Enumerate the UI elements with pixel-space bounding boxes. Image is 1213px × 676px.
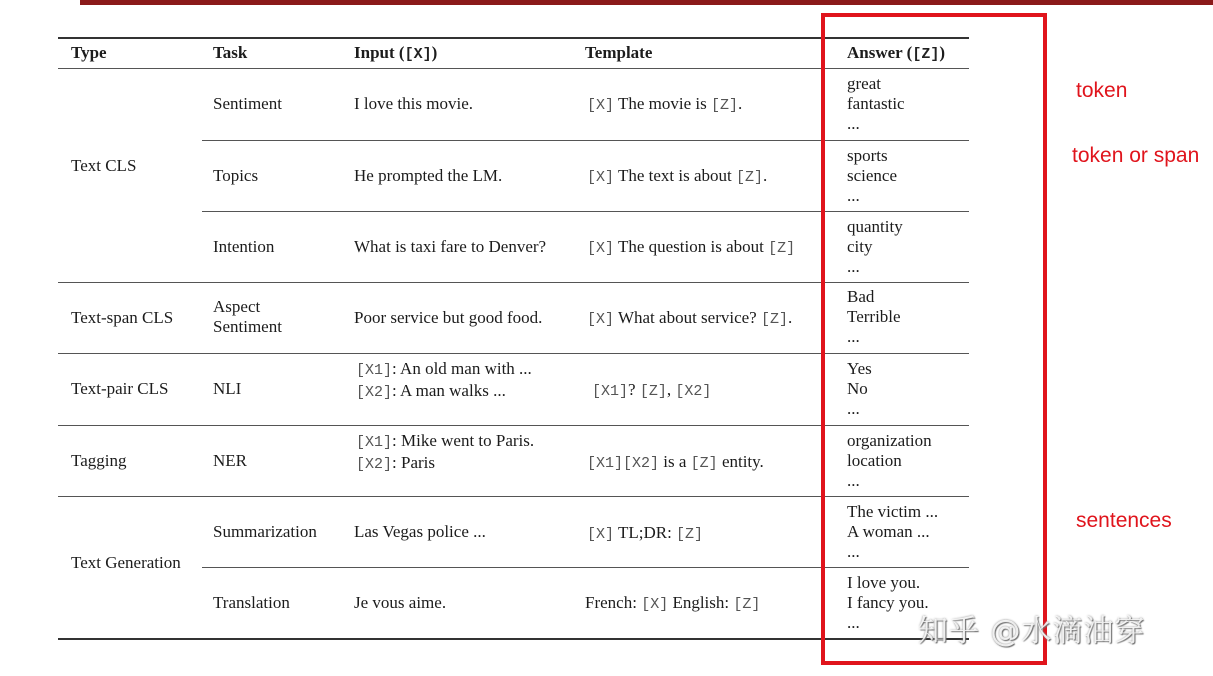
task-topics: Topics [213, 166, 259, 185]
header-answer: Answer ([Z]) [847, 43, 946, 63]
input-intention: What is taxi fare to Denver? [354, 237, 547, 256]
input-topics: He prompted the LM. [354, 166, 503, 185]
template-sentiment: [X] The movie is [Z]. [587, 94, 743, 114]
answer-aspect-sentiment: Bad Terrible ... [847, 287, 901, 346]
type-tagging: Tagging [71, 451, 127, 470]
input-ner: [X1]: Mike went to Paris. [X2]: Paris [356, 431, 535, 473]
template-aspect-sentiment: [X] What about service? [Z]. [587, 308, 793, 328]
answer-summarization: The victim ... A woman ... ... [847, 502, 939, 561]
header-type: Type [71, 43, 107, 62]
task-aspect-sentiment: Aspect Sentiment [213, 297, 282, 336]
input-summarization: Las Vegas police ... [354, 522, 486, 541]
input-nli: [X1]: An old man with ... [X2]: A man walks ... [356, 359, 532, 401]
template-ner: [X1][X2] is a [Z] entity. [587, 452, 764, 472]
answer-translation: I love you. I fancy you. ... [847, 573, 929, 632]
task-nli: NLI [213, 379, 242, 398]
input-aspect-sentiment: Poor service but good food. [354, 308, 543, 327]
annotation-token: token [1076, 79, 1128, 102]
header-input: Input ([X]) [354, 43, 438, 63]
answer-sentiment: great fantastic ... [847, 74, 905, 133]
answer-intention: quantity city ... [847, 217, 903, 276]
task-ner: NER [213, 451, 247, 470]
template-summarization: [X] TL;DR: [Z] [587, 523, 704, 543]
type-text-pair-cls: Text-pair CLS [71, 379, 169, 398]
zhihu-watermark: 知乎 @水滴油穿 [918, 614, 1146, 649]
template-nli: [X1]? [Z], [X2] [592, 380, 712, 400]
header-task: Task [213, 43, 248, 62]
input-sentiment: I love this movie. [354, 94, 473, 113]
annotation-token-or-span: token or span [1072, 144, 1200, 167]
template-topics: [X] The text is about [Z]. [587, 166, 768, 186]
answer-nli: Yes No ... [847, 359, 872, 418]
template-translation: French: [X] English: [Z] [585, 593, 761, 613]
header-template: Template [585, 43, 653, 62]
template-intention: [X] The question is about [Z] [587, 237, 796, 257]
answer-topics: sports science ... [847, 146, 898, 205]
task-intention: Intention [213, 237, 275, 256]
type-text-generation: Text Generation [71, 553, 181, 572]
answer-column-highlight-box [821, 13, 1047, 665]
annotation-sentences: sentences [1076, 509, 1172, 532]
task-sentiment: Sentiment [213, 94, 282, 113]
type-text-cls: Text CLS [71, 156, 137, 175]
answer-ner: organization location ... [847, 431, 932, 490]
task-translation: Translation [213, 593, 290, 612]
type-text-span-cls: Text-span CLS [71, 308, 174, 327]
task-summarization: Summarization [213, 522, 317, 541]
slide-top-bar [80, 0, 1213, 5]
input-translation: Je vous aime. [354, 593, 447, 612]
